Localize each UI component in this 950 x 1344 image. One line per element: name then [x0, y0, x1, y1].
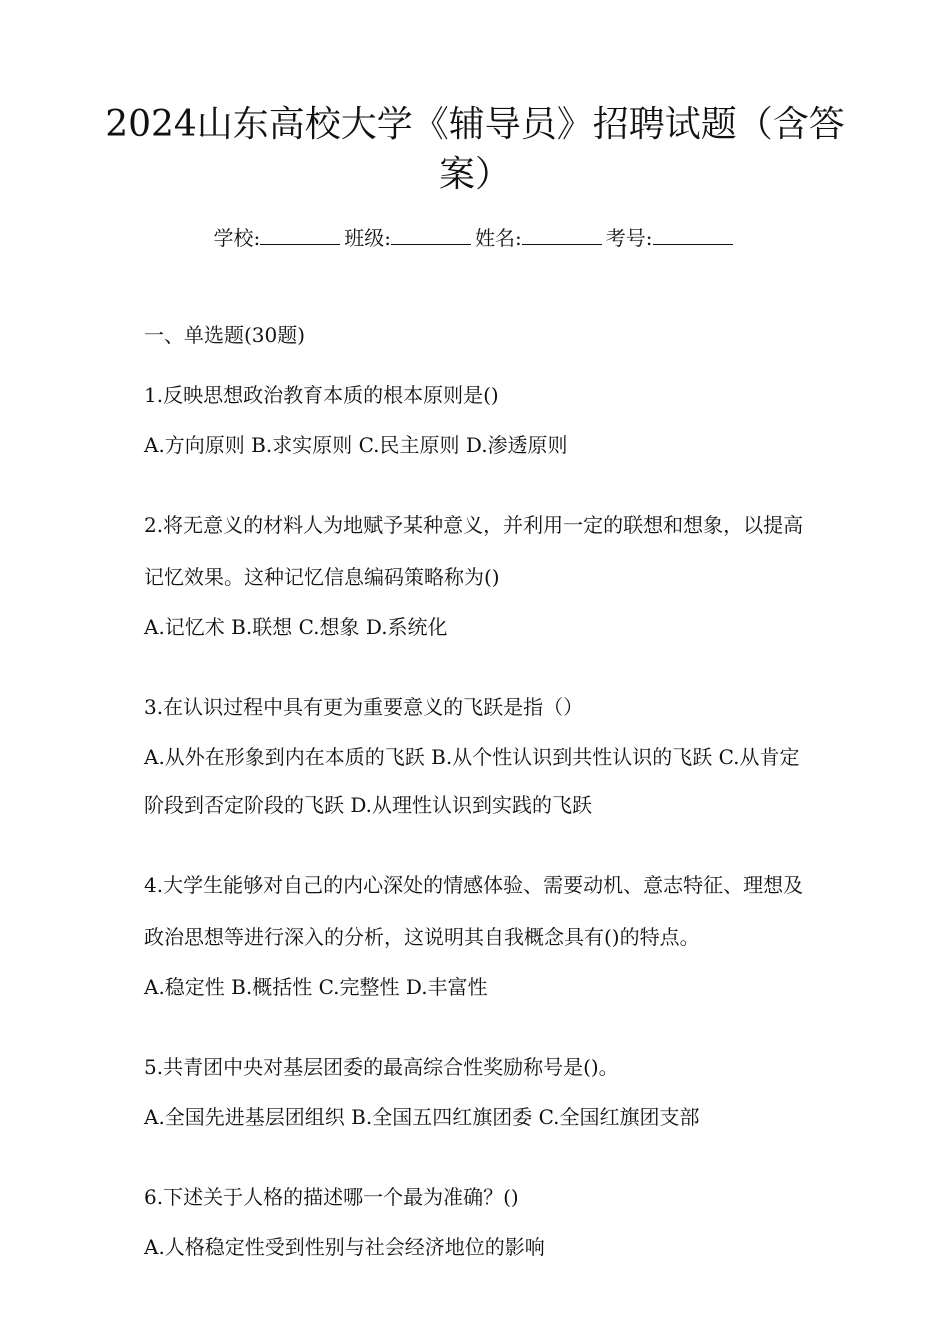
name-blank[interactable]	[522, 228, 602, 245]
question-options: A.记忆术 B.联想 C.想象 D.系统化	[144, 615, 448, 639]
question-stem: 2.将无意义的材料人为地赋予某种意义，并利用一定的联想和想象，以提高记忆效果。这种记忆信息编码策略称为()	[144, 513, 804, 589]
exam-content	[144, 318, 810, 1301]
question-1	[144, 369, 810, 469]
question-stem: 5.共青团中央对基层团委的最高综合性奖励称号是()。	[144, 1055, 619, 1079]
document-title: 2024山东高校大学《辅导员》招聘试题（含答案）	[105, 104, 845, 195]
class-field	[344, 226, 475, 250]
question-options: A.稳定性 B.概括性 C.完整性 D.丰富性	[144, 975, 488, 999]
question-options: A.人格稳定性受到性别与社会经济地位的影响	[144, 1235, 545, 1259]
question-stem: 3.在认识过程中具有更为重要意义的飞跃是指（）	[144, 695, 584, 719]
question-6	[144, 1171, 810, 1271]
question-stem: 4.大学生能够对自己的内心深处的情感体验、需要动机、意志特征、理想及政治思想等进行深入的分析，这说明其自我概念具有()的特点。	[144, 873, 804, 949]
question-options: A.全国先进基层团组织 B.全国五四红旗团委 C.全国红旗团支部	[144, 1105, 700, 1129]
exam-number-blank[interactable]	[653, 228, 733, 245]
student-info-line	[0, 222, 950, 251]
question-options: A.从外在形象到内在本质的飞跃 B.从个性认识到共性认识的飞跃 C.从肯定阶段到否定阶段的飞跃 D.从理性认识到实践的飞跃	[144, 745, 800, 817]
section-title: 一、单选题(30题)	[144, 323, 306, 347]
class-label: 班级:	[344, 226, 391, 250]
exam-number-field	[606, 226, 737, 250]
class-blank[interactable]	[391, 228, 471, 245]
school-blank[interactable]	[260, 228, 340, 245]
question-5	[144, 1041, 810, 1141]
question-stem: 1.反映思想政治教育本质的根本原则是()	[144, 383, 499, 407]
school-label: 学校:	[213, 226, 261, 250]
school-field	[214, 226, 345, 250]
question-stem: 6.下述关于人格的描述哪一个最为准确？()	[144, 1185, 519, 1209]
exam-number-label: 考号:	[605, 226, 653, 250]
name-label: 姓名:	[475, 226, 522, 250]
question-4	[144, 859, 810, 1011]
name-field	[475, 226, 606, 250]
question-2	[144, 499, 810, 651]
question-3	[144, 681, 810, 829]
question-options: A.方向原则 B.求实原则 C.民主原则 D.渗透原则	[144, 433, 568, 457]
